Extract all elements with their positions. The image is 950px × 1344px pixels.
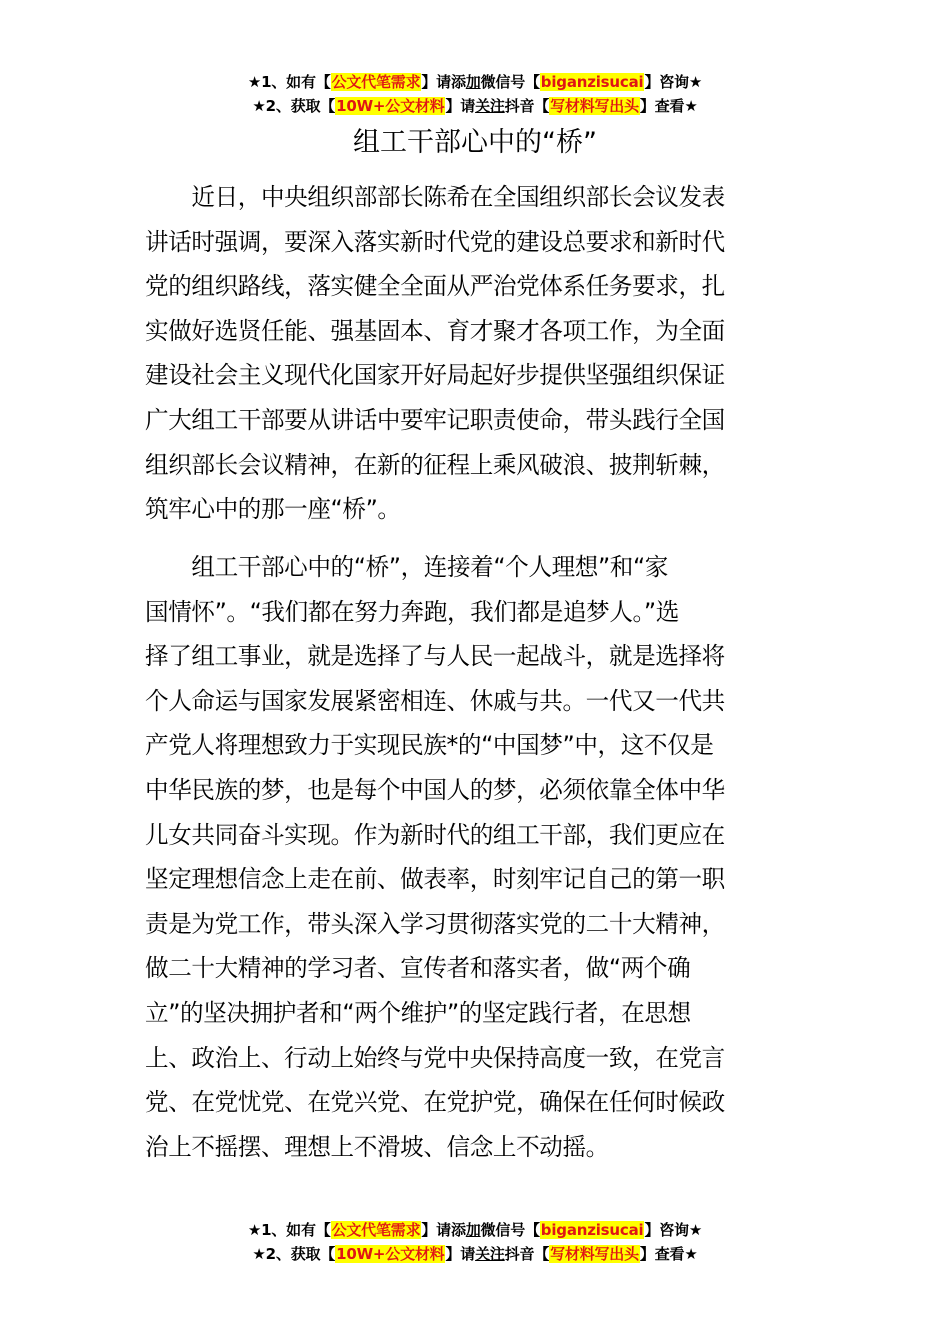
text-line: 责是为党工作，带头深入学习贯彻落实党的二十大精神，	[145, 909, 725, 938]
text-line: 儿女共同奋斗实现。作为新时代的组工干部，我们更应在	[145, 820, 725, 849]
banner-text: 抖音【	[504, 97, 550, 115]
text-line: 党、在党忧党、在党兴党、在党护党，确保在任何时候政	[145, 1088, 725, 1117]
banner-text: 】查看★	[639, 97, 698, 115]
banner-text: 微信号【	[480, 1221, 540, 1239]
banner-underlined-text: 关注	[475, 97, 505, 115]
text-line: 择了组工事业，就是选择了与人民一起战斗，就是选择将	[145, 642, 725, 671]
banner-underlined-text: 加	[465, 73, 481, 91]
banner-line-2	[0, 1242, 950, 1266]
paragraph-2	[145, 545, 811, 1169]
text-line: 广大组工干部要从讲话中要牢记职责使命，带头践行全国	[145, 405, 725, 434]
text-line: 实做好选贤任能、强基固本、育才聚才各项工作，为全面	[145, 316, 725, 345]
highlight-wechat-id: biganzisucai	[540, 1221, 644, 1239]
text-line: 讲话时强调，要深入落实新时代党的建设总要求和新时代	[145, 227, 725, 256]
banner-text: ★1、如有【	[247, 73, 331, 91]
banner-line-2	[0, 94, 950, 118]
highlight-materials: 10W+公文材料	[336, 1245, 445, 1263]
text-line: 近日，中央组织部部长陈希在全国组织部长会议发表	[145, 183, 725, 211]
banner-text: 抖音【	[504, 1245, 550, 1263]
banner-underlined-text: 加	[465, 1221, 481, 1239]
document-title: 组工干部心中的“桥”	[353, 127, 597, 158]
highlight-materials: 10W+公文材料	[336, 97, 445, 115]
text-line: 上、政治上、行动上始终与党中央保持高度一致，在党言	[145, 1043, 725, 1072]
text-line: 治上不摇摆、理想上不滑坡、信念上不动摇。	[145, 1132, 609, 1161]
text-line: 国情怀”。“我们都在努力奔跑，我们都是追梦人。”选	[145, 597, 679, 626]
text-line: 组织部长会议精神，在新的征程上乘风破浪、披荆斩棘，	[145, 450, 725, 479]
highlight-wechat-id: biganzisucai	[540, 73, 644, 91]
banner-text: ★2、获取【	[252, 1245, 336, 1263]
text-line: 产党人将理想致力于实现民族*的“中国梦”中，这不仅是	[145, 731, 714, 760]
banner-text: 】请添	[421, 1221, 466, 1239]
banner-text: ★1、如有【	[247, 1221, 331, 1239]
footer-banner	[0, 1218, 950, 1266]
header-banner	[0, 70, 950, 118]
banner-text: 】咨询★	[644, 73, 703, 91]
highlight-douyin-account: 写材料写出头	[550, 97, 639, 115]
highlight-douyin-account: 写材料写出头	[550, 1245, 639, 1263]
banner-text: 】请	[445, 1245, 476, 1263]
banner-text: 】请	[445, 97, 476, 115]
highlight-service: 公文代笔需求	[331, 73, 421, 91]
banner-text: 】请添	[421, 73, 466, 91]
paragraph-1	[145, 175, 811, 532]
banner-text: 】查看★	[639, 1245, 698, 1263]
text-line: 筑牢心中的那一座“桥”。	[145, 495, 401, 524]
text-line: 做二十大精神的学习者、宣传者和落实者，做“两个确	[145, 954, 691, 983]
text-line: 坚定理想信念上走在前、做表率，时刻牢记自己的第一职	[145, 865, 725, 894]
text-line: 立”的坚决拥护者和“两个维护”的坚定践行者，在思想	[145, 998, 691, 1027]
banner-text: 】咨询★	[644, 1221, 703, 1239]
banner-text: 微信号【	[480, 73, 540, 91]
banner-underlined-text: 关注	[475, 1245, 505, 1263]
text-line: 个人命运与国家发展紧密相连、休戚与共。一代又一代共	[145, 686, 725, 715]
text-line: 组工干部心中的“桥”，连接着“个人理想”和“家	[145, 553, 668, 581]
banner-text: ★2、获取【	[252, 97, 336, 115]
banner-line-1	[0, 70, 950, 94]
highlight-service: 公文代笔需求	[331, 1221, 421, 1239]
banner-line-1	[0, 1218, 950, 1242]
text-line: 中华民族的梦，也是每个中国人的梦，必须依靠全体中华	[145, 775, 725, 804]
text-line: 党的组织路线，落实健全全面从严治党体系任务要求，扎	[145, 272, 725, 301]
text-line: 建设社会主义现代化国家开好局起好步提供坚强组织保证	[145, 361, 725, 390]
